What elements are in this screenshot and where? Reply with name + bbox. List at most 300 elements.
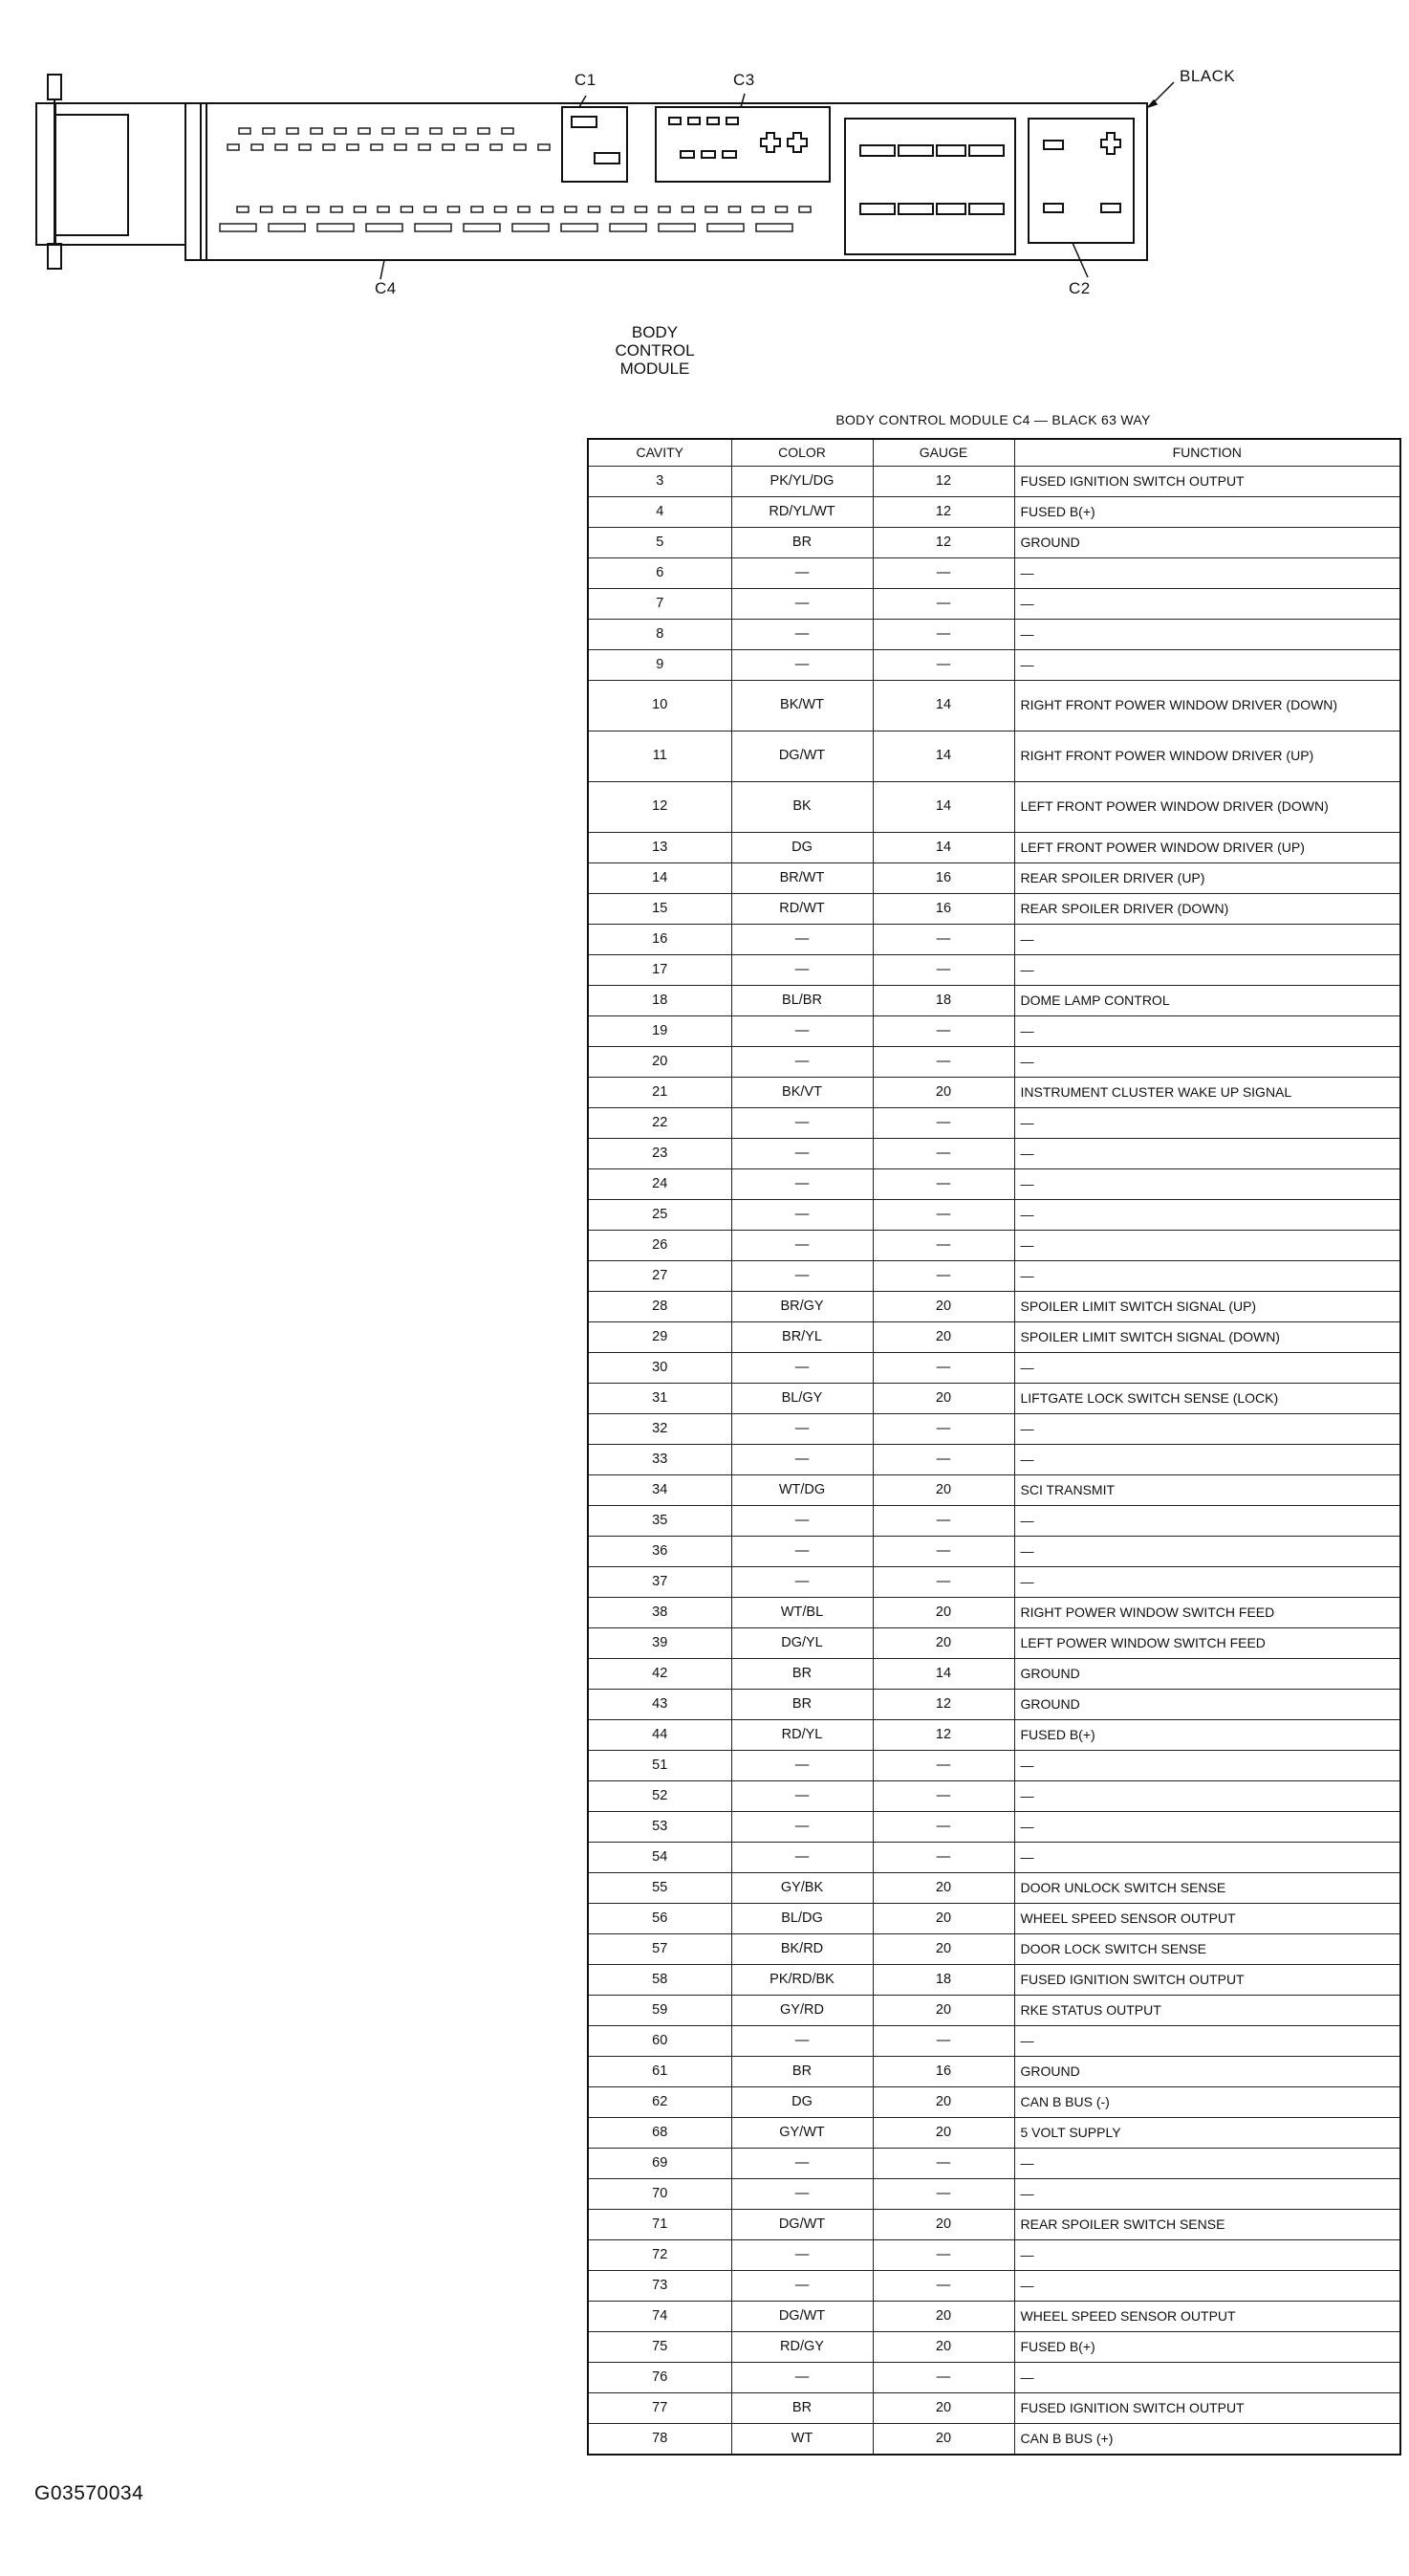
cell-function: —: [1014, 955, 1400, 986]
cell-function: DOME LAMP CONTROL: [1014, 986, 1400, 1016]
figure-code: G03570034: [34, 2482, 144, 2504]
cell-gauge: —: [873, 1139, 1014, 1169]
cell-function: SCI TRANSMIT: [1014, 1475, 1400, 1506]
cell-color: —: [731, 1139, 873, 1169]
table-row: [588, 1628, 1400, 1659]
cell-color: GY/RD: [731, 1996, 873, 2026]
cell-gauge: 20: [873, 1934, 1014, 1965]
cell-cavity: 60: [588, 2026, 731, 2057]
cell-cavity: 38: [588, 1598, 731, 1628]
cell-color: DG: [731, 833, 873, 863]
cell-cavity: 42: [588, 1659, 731, 1690]
cell-function: —: [1014, 1781, 1400, 1812]
cell-color: WT/BL: [731, 1598, 873, 1628]
table-row: [588, 2179, 1400, 2210]
pin-cavity: [263, 128, 274, 134]
cell-color: —: [731, 2149, 873, 2179]
cell-function: WHEEL SPEED SENSOR OUTPUT: [1014, 2302, 1400, 2332]
cell-cavity: 70: [588, 2179, 731, 2210]
pin-cavity: [406, 128, 418, 134]
cell-color: —: [731, 589, 873, 620]
pin-cavity: [683, 207, 694, 212]
cell-cavity: 68: [588, 2118, 731, 2149]
cell-function: REAR SPOILER DRIVER (UP): [1014, 863, 1400, 894]
cell-function: —: [1014, 2026, 1400, 2057]
pin-cavity: [705, 207, 717, 212]
cell-color: —: [731, 1751, 873, 1781]
cell-function: —: [1014, 1108, 1400, 1139]
cell-cavity: 12: [588, 782, 731, 833]
cell-cavity: 18: [588, 986, 731, 1016]
pin-cavity: [659, 207, 670, 212]
cell-gauge: 12: [873, 497, 1014, 528]
table-row: [588, 2271, 1400, 2302]
cell-gauge: —: [873, 2179, 1014, 2210]
cell-gauge: —: [873, 1537, 1014, 1567]
table-row: [588, 589, 1400, 620]
table-row: [588, 1384, 1400, 1414]
cell-cavity: 23: [588, 1139, 731, 1169]
cell-color: —: [731, 925, 873, 955]
cell-cavity: 71: [588, 2210, 731, 2240]
cell-color: —: [731, 2271, 873, 2302]
table-row: [588, 1322, 1400, 1353]
pin-cavity: [430, 128, 442, 134]
callout-c3: C3: [733, 71, 755, 89]
cell-gauge: —: [873, 955, 1014, 986]
cell-cavity: 10: [588, 681, 731, 731]
cell-gauge: —: [873, 1506, 1014, 1537]
pin-cavity: [729, 207, 741, 212]
pin-cavity: [565, 207, 576, 212]
cell-function: FUSED IGNITION SWITCH OUTPUT: [1014, 2393, 1400, 2424]
cell-color: —: [731, 1016, 873, 1047]
cell-cavity: 26: [588, 1231, 731, 1261]
pinout-table: [587, 438, 1401, 2456]
cell-color: RD/WT: [731, 894, 873, 925]
cell-function: GROUND: [1014, 2057, 1400, 2087]
cell-gauge: —: [873, 2026, 1014, 2057]
cell-color: GY/BK: [731, 1873, 873, 1904]
cell-gauge: 14: [873, 1659, 1014, 1690]
table-row: [588, 894, 1400, 925]
table-row: [588, 1781, 1400, 1812]
table-row: [588, 2302, 1400, 2332]
cell-gauge: 20: [873, 2424, 1014, 2456]
cell-cavity: 3: [588, 467, 731, 497]
cell-color: BL/DG: [731, 1904, 873, 1934]
pin-cavity: [466, 144, 478, 150]
pin-cavity: [269, 224, 305, 231]
pin-cavity: [659, 224, 695, 231]
table-row: [588, 955, 1400, 986]
cell-cavity: 76: [588, 2363, 731, 2393]
table-row: [588, 558, 1400, 589]
pin-cavity: [589, 207, 600, 212]
callout-c1: C1: [574, 71, 596, 89]
cell-color: —: [731, 2179, 873, 2210]
cell-function: SPOILER LIMIT SWITCH SIGNAL (DOWN): [1014, 1322, 1400, 1353]
cell-function: —: [1014, 1843, 1400, 1873]
cell-cavity: 69: [588, 2149, 731, 2179]
cell-cavity: 11: [588, 731, 731, 782]
cell-color: —: [731, 650, 873, 681]
pin-cavity: [371, 144, 382, 150]
cell-function: WHEEL SPEED SENSOR OUTPUT: [1014, 1904, 1400, 1934]
cell-gauge: 12: [873, 467, 1014, 497]
pin-cavity: [419, 144, 430, 150]
pin-cavity: [335, 128, 346, 134]
cell-cavity: 62: [588, 2087, 731, 2118]
cell-cavity: 21: [588, 1078, 731, 1108]
table-row: [588, 650, 1400, 681]
table-row: [588, 1659, 1400, 1690]
cell-gauge: 14: [873, 833, 1014, 863]
table-row: [588, 2149, 1400, 2179]
cell-function: —: [1014, 650, 1400, 681]
header-color: COLOR: [731, 439, 873, 467]
cell-color: —: [731, 620, 873, 650]
cell-color: BR: [731, 2393, 873, 2424]
cell-cavity: 74: [588, 2302, 731, 2332]
cell-color: GY/WT: [731, 2118, 873, 2149]
cell-gauge: —: [873, 1200, 1014, 1231]
table-row: [588, 1996, 1400, 2026]
table-row: [588, 1506, 1400, 1537]
cell-function: 5 VOLT SUPPLY: [1014, 2118, 1400, 2149]
table-header-row: [588, 439, 1400, 467]
cell-function: —: [1014, 1139, 1400, 1169]
cell-cavity: 15: [588, 894, 731, 925]
pin-cavity: [538, 144, 550, 150]
cell-gauge: 16: [873, 863, 1014, 894]
cell-color: WT/DG: [731, 1475, 873, 1506]
cell-color: —: [731, 1231, 873, 1261]
cell-gauge: 18: [873, 986, 1014, 1016]
pin-cavity: [251, 144, 263, 150]
cell-cavity: 20: [588, 1047, 731, 1078]
cell-function: —: [1014, 2271, 1400, 2302]
cell-function: LEFT FRONT POWER WINDOW DRIVER (DOWN): [1014, 782, 1400, 833]
table-row: [588, 1139, 1400, 1169]
table-row: [588, 1016, 1400, 1047]
table-row: [588, 1261, 1400, 1292]
callout-black: BLACK: [1180, 67, 1236, 85]
cell-function: —: [1014, 1751, 1400, 1781]
cell-color: BR/WT: [731, 863, 873, 894]
cell-function: RIGHT POWER WINDOW SWITCH FEED: [1014, 1598, 1400, 1628]
cell-color: —: [731, 2240, 873, 2271]
pin-cavity: [636, 207, 647, 212]
table-row: [588, 528, 1400, 558]
connector-latch: [36, 75, 185, 269]
cell-color: DG/WT: [731, 2210, 873, 2240]
cell-function: REAR SPOILER SWITCH SENSE: [1014, 2210, 1400, 2240]
cell-color: —: [731, 1169, 873, 1200]
table-row: [588, 1353, 1400, 1384]
cell-gauge: 14: [873, 731, 1014, 782]
cell-cavity: 56: [588, 1904, 731, 1934]
cell-function: RIGHT FRONT POWER WINDOW DRIVER (DOWN): [1014, 681, 1400, 731]
pin-cavity: [331, 207, 342, 212]
pin-cavity: [799, 207, 811, 212]
cell-cavity: 61: [588, 2057, 731, 2087]
cell-gauge: 14: [873, 782, 1014, 833]
cell-function: —: [1014, 2363, 1400, 2393]
cell-gauge: —: [873, 589, 1014, 620]
cell-cavity: 58: [588, 1965, 731, 1996]
cell-cavity: 54: [588, 1843, 731, 1873]
pin-cavity: [287, 128, 298, 134]
cell-gauge: 20: [873, 1292, 1014, 1322]
cell-color: RD/YL/WT: [731, 497, 873, 528]
cell-cavity: 39: [588, 1628, 731, 1659]
connector-c1-block: [562, 107, 627, 182]
cell-gauge: 20: [873, 2087, 1014, 2118]
cell-function: —: [1014, 2149, 1400, 2179]
cell-gauge: 20: [873, 2302, 1014, 2332]
cell-gauge: —: [873, 2363, 1014, 2393]
cell-cavity: 57: [588, 1934, 731, 1965]
cell-gauge: 20: [873, 1475, 1014, 1506]
cell-cavity: 5: [588, 528, 731, 558]
table-row: [588, 1537, 1400, 1567]
cell-color: DG/WT: [731, 2302, 873, 2332]
table-row: [588, 833, 1400, 863]
cell-cavity: 16: [588, 925, 731, 955]
table-row: [588, 1414, 1400, 1445]
table-row: [588, 620, 1400, 650]
cell-cavity: 19: [588, 1016, 731, 1047]
cell-function: DOOR LOCK SWITCH SENSE: [1014, 1934, 1400, 1965]
cell-function: DOOR UNLOCK SWITCH SENSE: [1014, 1873, 1400, 1904]
cell-color: —: [731, 1414, 873, 1445]
cell-gauge: —: [873, 2271, 1014, 2302]
cell-cavity: 34: [588, 1475, 731, 1506]
cell-color: —: [731, 2363, 873, 2393]
cell-function: —: [1014, 2179, 1400, 2210]
pin-cavity: [239, 128, 250, 134]
cell-cavity: 78: [588, 2424, 731, 2456]
table-row: [588, 1231, 1400, 1261]
table-row: [588, 1934, 1400, 1965]
cell-cavity: 4: [588, 497, 731, 528]
cell-gauge: 16: [873, 2057, 1014, 2087]
pin-cavity: [395, 144, 406, 150]
pin-cavity: [347, 144, 358, 150]
cell-cavity: 53: [588, 1812, 731, 1843]
header-function: FUNCTION: [1014, 439, 1400, 467]
pin-cavity: [752, 207, 764, 212]
cell-function: LIFTGATE LOCK SWITCH SENSE (LOCK): [1014, 1384, 1400, 1414]
pin-cavity: [382, 128, 394, 134]
cell-cavity: 17: [588, 955, 731, 986]
cell-function: FUSED B(+): [1014, 497, 1400, 528]
cell-gauge: 20: [873, 1322, 1014, 1353]
cell-function: REAR SPOILER DRIVER (DOWN): [1014, 894, 1400, 925]
table-row: [588, 1445, 1400, 1475]
cell-cavity: 52: [588, 1781, 731, 1812]
cell-color: BK/WT: [731, 681, 873, 731]
callout-c4: C4: [375, 279, 397, 297]
module-title-line: CONTROL: [615, 341, 695, 360]
table-row: [588, 1720, 1400, 1751]
cell-gauge: —: [873, 1843, 1014, 1873]
pin-cavity: [756, 224, 792, 231]
pin-cavity: [228, 144, 239, 150]
cell-gauge: —: [873, 1231, 1014, 1261]
cell-color: PK/RD/BK: [731, 1965, 873, 1996]
connector-power-cavities: [845, 119, 1015, 254]
pin-cavity: [317, 224, 354, 231]
pin-cavity: [424, 207, 436, 212]
table-row: [588, 497, 1400, 528]
cell-function: FUSED IGNITION SWITCH OUTPUT: [1014, 1965, 1400, 1996]
table-row: [588, 863, 1400, 894]
cell-gauge: 16: [873, 894, 1014, 925]
connector-diagram: [0, 0, 1409, 316]
cell-gauge: 20: [873, 2393, 1014, 2424]
header-gauge: GAUGE: [873, 439, 1014, 467]
cell-cavity: 31: [588, 1384, 731, 1414]
table-row: [588, 986, 1400, 1016]
cell-function: RKE STATUS OUTPUT: [1014, 1996, 1400, 2026]
cell-color: DG/WT: [731, 731, 873, 782]
cell-function: FUSED B(+): [1014, 1720, 1400, 1751]
cell-color: BK/VT: [731, 1078, 873, 1108]
pin-cavity: [495, 207, 507, 212]
cell-color: —: [731, 1567, 873, 1598]
cell-cavity: 28: [588, 1292, 731, 1322]
callout-c2: C2: [1069, 279, 1091, 297]
cell-gauge: 18: [873, 1965, 1014, 1996]
pin-cavity: [518, 207, 530, 212]
pin-cavity: [378, 207, 389, 212]
cell-function: —: [1014, 2240, 1400, 2271]
table-row: [588, 2118, 1400, 2149]
pin-cavity: [308, 207, 319, 212]
cell-function: —: [1014, 1812, 1400, 1843]
cell-gauge: 20: [873, 2210, 1014, 2240]
cell-cavity: 44: [588, 1720, 731, 1751]
table-row: [588, 467, 1400, 497]
cell-color: —: [731, 1047, 873, 1078]
cell-gauge: —: [873, 1445, 1014, 1475]
cell-gauge: —: [873, 620, 1014, 650]
pin-cavity: [514, 144, 526, 150]
table-row: [588, 2210, 1400, 2240]
cell-color: BL/BR: [731, 986, 873, 1016]
table-row: [588, 1751, 1400, 1781]
module-title-line: MODULE: [619, 360, 690, 378]
cell-cavity: 43: [588, 1690, 731, 1720]
cell-cavity: 8: [588, 620, 731, 650]
pin-cavity: [443, 144, 454, 150]
cell-function: RIGHT FRONT POWER WINDOW DRIVER (UP): [1014, 731, 1400, 782]
table-row: [588, 782, 1400, 833]
pin-cavity: [776, 207, 788, 212]
pin-cavity: [261, 207, 272, 212]
cell-cavity: 30: [588, 1353, 731, 1384]
cell-function: GROUND: [1014, 1659, 1400, 1690]
cell-function: —: [1014, 1537, 1400, 1567]
pin-cavity: [358, 128, 370, 134]
cell-cavity: 13: [588, 833, 731, 863]
cell-gauge: —: [873, 1567, 1014, 1598]
pin-cavity: [502, 128, 513, 134]
cell-gauge: —: [873, 1812, 1014, 1843]
cell-color: —: [731, 1445, 873, 1475]
cell-color: RD/YL: [731, 1720, 873, 1751]
cell-color: BR: [731, 528, 873, 558]
table-row: [588, 1169, 1400, 1200]
cell-color: —: [731, 1353, 873, 1384]
cell-function: FUSED IGNITION SWITCH OUTPUT: [1014, 467, 1400, 497]
cell-color: BR: [731, 1659, 873, 1690]
cell-color: RD/GY: [731, 2332, 873, 2363]
cell-color: BR: [731, 1690, 873, 1720]
cell-function: —: [1014, 1353, 1400, 1384]
cell-function: CAN B BUS (+): [1014, 2424, 1400, 2456]
pin-cavity: [561, 224, 597, 231]
cell-function: —: [1014, 1231, 1400, 1261]
pin-cavity: [355, 207, 366, 212]
cell-gauge: 20: [873, 1384, 1014, 1414]
table-row: [588, 2240, 1400, 2271]
table-row: [588, 2332, 1400, 2363]
cell-color: —: [731, 1506, 873, 1537]
cell-function: —: [1014, 1169, 1400, 1200]
cell-gauge: —: [873, 1169, 1014, 1200]
cell-gauge: —: [873, 558, 1014, 589]
cell-color: —: [731, 558, 873, 589]
cell-cavity: 25: [588, 1200, 731, 1231]
cell-function: GROUND: [1014, 1690, 1400, 1720]
cell-cavity: 36: [588, 1537, 731, 1567]
cell-function: —: [1014, 589, 1400, 620]
table-row: [588, 2393, 1400, 2424]
module-title: [583, 323, 726, 378]
cell-gauge: —: [873, 925, 1014, 955]
cell-cavity: 27: [588, 1261, 731, 1292]
cell-cavity: 14: [588, 863, 731, 894]
cell-function: —: [1014, 1567, 1400, 1598]
cell-function: —: [1014, 558, 1400, 589]
cell-gauge: —: [873, 1047, 1014, 1078]
cell-gauge: 20: [873, 2118, 1014, 2149]
cell-function: —: [1014, 1414, 1400, 1445]
cell-function: —: [1014, 1016, 1400, 1047]
header-cavity: CAVITY: [588, 439, 731, 467]
pin-cavity-rows: [220, 128, 811, 231]
cell-gauge: 20: [873, 1078, 1014, 1108]
cell-cavity: 37: [588, 1567, 731, 1598]
cell-gauge: 20: [873, 1628, 1014, 1659]
cell-color: BK: [731, 782, 873, 833]
cell-gauge: —: [873, 1751, 1014, 1781]
table-row: [588, 731, 1400, 782]
table-row: [588, 1567, 1400, 1598]
pin-cavity: [448, 207, 460, 212]
pin-cavity: [275, 144, 287, 150]
cell-cavity: 9: [588, 650, 731, 681]
pin-cavity: [220, 224, 256, 231]
pin-cavity: [610, 224, 646, 231]
cell-function: LEFT FRONT POWER WINDOW DRIVER (UP): [1014, 833, 1400, 863]
table-row: [588, 1812, 1400, 1843]
cell-color: —: [731, 1261, 873, 1292]
table-row: [588, 1475, 1400, 1506]
